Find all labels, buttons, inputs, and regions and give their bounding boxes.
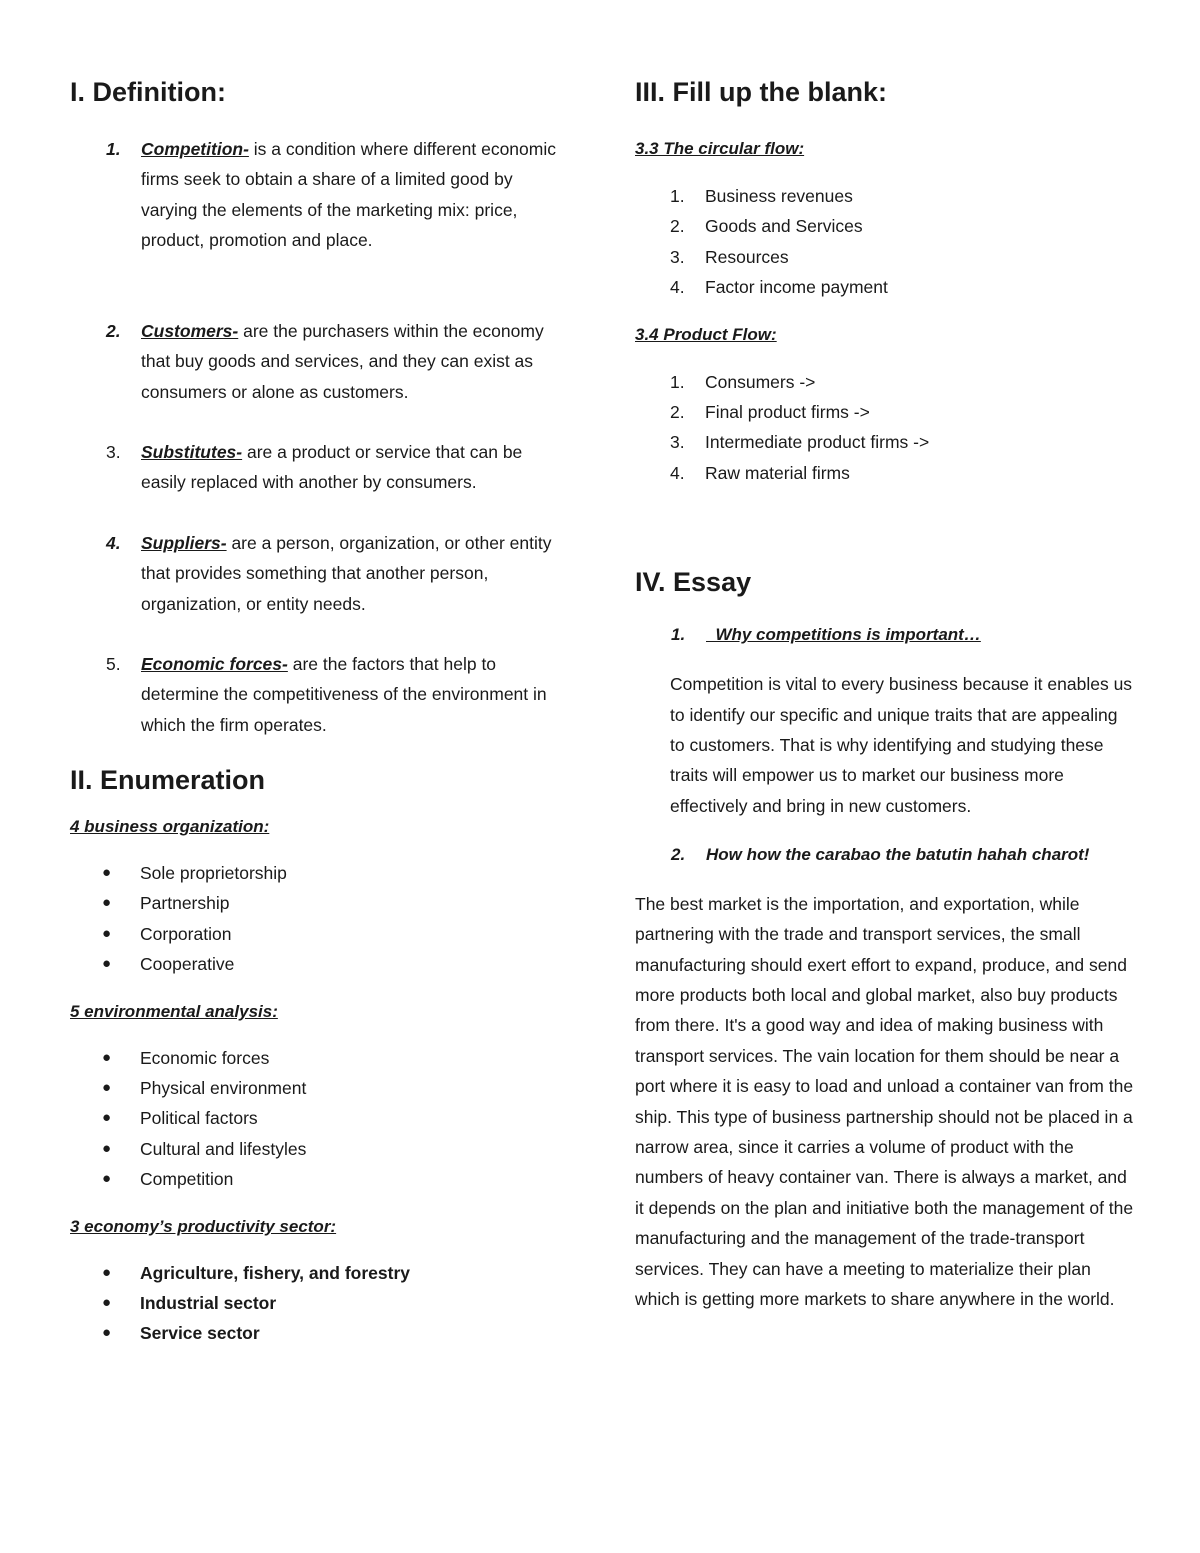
list-item-text: Sole proprietorship — [140, 863, 287, 883]
question-number: 2. — [671, 845, 686, 865]
list-item-text: Agriculture, fishery, and forestry — [140, 1262, 411, 1283]
bullet-icon: ● — [102, 1048, 112, 1066]
bullet-icon: ● — [102, 894, 112, 912]
definition-item — [70, 134, 570, 286]
list-item — [70, 1258, 570, 1288]
item-number: 1. — [106, 139, 121, 159]
group-title: 3 economy’s productivity sector: — [70, 1216, 337, 1236]
item-number: 4. — [106, 533, 121, 553]
list-item — [70, 888, 570, 918]
definition-term: Economic forces- — [141, 654, 288, 674]
list-item: 2. Goods and Services — [670, 216, 863, 237]
definition-heading: I. Definition: — [70, 77, 226, 107]
circular-flow-title: 3.3 The circular flow: — [635, 139, 805, 158]
fill-blank-heading: III. Fill up the blank: — [635, 77, 888, 107]
list-item-text: Factor income payment — [705, 277, 888, 298]
bullet-icon: ● — [102, 955, 112, 973]
list-item — [70, 949, 570, 979]
list-item — [70, 919, 570, 949]
product-flow-title: 3.4 Product Flow: — [635, 324, 777, 344]
definition-item — [70, 649, 570, 740]
left-column — [70, 72, 570, 1349]
list-item-text: Economic forces — [140, 1047, 270, 1068]
bullet-icon: ● — [102, 864, 112, 881]
essay-answer-1: Competition is vital to every business because it enables us to identify our specific and unique traits that are appealing to customers. That is why identifying and studying these traits will empower us to market our business more effectively and bring in new customers. — [670, 674, 1133, 816]
list-item-text: Consumers -> — [705, 371, 816, 392]
bullet-icon: ● — [102, 1263, 112, 1281]
item-number: 2. — [106, 321, 121, 341]
list-item: 1. Consumers -> — [670, 371, 816, 392]
question-title: How how the carabao the batutin hahah charot! — [706, 845, 1090, 865]
item-number: 3. — [106, 442, 121, 462]
definition-list — [70, 134, 570, 740]
right-column — [635, 72, 1135, 1314]
list-item: 3. Resources — [670, 246, 789, 267]
enumeration-heading: II. Enumeration — [70, 765, 266, 795]
list-item — [70, 1073, 570, 1103]
definition-term: Customers- — [141, 321, 239, 341]
question-title: Why competitions is important… — [706, 625, 981, 645]
list-item — [70, 858, 570, 888]
definition-term: Substitutes- — [141, 442, 243, 462]
list-item-text: Cultural and lifestyles — [140, 1138, 307, 1159]
essay-answer-2: The best market is the importation, and exportation, while partnering with the trade and transport services, the small manufacturing should exert effort to expand, produce, and send more products both local and global market, also buy products from there. It's a good way and idea of making business with transport services. The vain location for them should be near a port where it is easy to load and unload a container van from the ship. This type of business partnership should not be placed in a narrow area, since it carries a volume of product with the numbers of heavy container van. There is always a market, and it depends on the plan and initiative both the management of the manufacturing and the management of the trade-transport services. They can have a meeting to materialize their plan which is getting more markets to share anywhere in the world. — [635, 893, 1134, 1309]
list-item-text: Competition — [140, 1169, 234, 1190]
definition-item — [70, 528, 570, 649]
product-flow-list — [635, 367, 1135, 489]
list-item-text: Service sector — [140, 1323, 260, 1344]
list-item-text: Partnership — [140, 893, 230, 914]
list-item-text: Intermediate product firms -> — [705, 432, 930, 453]
list-item-text: Raw material firms — [705, 462, 850, 483]
list-item: 3. Intermediate product firms -> — [670, 432, 930, 453]
list-item-text: Political factors — [140, 1108, 258, 1129]
definition-text: are the purchasers within the economy that buy goods and services, and they can exist as consumers or alone as customers. — [141, 321, 544, 402]
bullet-list — [70, 1258, 570, 1349]
bullet-icon: ● — [102, 1170, 112, 1188]
bullet-icon: ● — [102, 1079, 112, 1097]
definition-text: are a product or service that can be easily replaced with another by consumers. — [141, 442, 523, 493]
definition-text: is a condition where different economic firms seek to obtain a share of a limited good by varying the elements of the marketing mix: price, product, promotion and place. — [141, 139, 556, 251]
list-item — [70, 1318, 570, 1348]
bullet-icon: ● — [102, 1109, 112, 1127]
definition-item — [70, 437, 570, 528]
bullet-icon: ● — [102, 1294, 112, 1312]
list-item-text: Cooperative — [140, 954, 235, 975]
list-item-text: Resources — [705, 246, 789, 267]
essay-heading: IV. Essay — [635, 567, 752, 598]
list-item-text: Industrial sector — [140, 1293, 277, 1314]
definition-item — [70, 316, 570, 437]
list-item — [70, 1288, 570, 1318]
bullet-list — [70, 1043, 570, 1195]
definition-text: are the factors that help to determine the competitiveness of the environment in which the firm operates. — [141, 654, 547, 735]
list-item: 4. Factor income payment — [670, 277, 888, 298]
definition-term: Suppliers- — [141, 533, 227, 553]
bullet-icon: ● — [102, 1324, 112, 1342]
definition-term: Competition- — [141, 139, 249, 159]
list-item — [70, 1134, 570, 1164]
question-number: 1. — [671, 625, 686, 645]
bullet-icon: ● — [102, 924, 112, 942]
group-title: 5 environmental analysis: — [70, 1001, 278, 1021]
list-item-text: Business revenues — [705, 186, 853, 206]
list-item: 4. Raw material firms — [670, 462, 850, 483]
bullet-list — [70, 858, 570, 980]
definition-text: are a person, organization, or other entity that provides something that another person, organization, or entity needs. — [141, 533, 552, 614]
list-item-text: Final product firms -> — [705, 402, 870, 423]
list-item-text: Physical environment — [140, 1078, 307, 1099]
list-item: 2. Final product firms -> — [670, 402, 870, 423]
list-item: 1. Business revenues — [670, 186, 853, 206]
bullet-icon: ● — [102, 1139, 112, 1157]
list-item — [70, 1103, 570, 1133]
essay-question-2 — [635, 840, 1106, 870]
list-item — [70, 1164, 570, 1194]
list-item — [70, 1043, 570, 1073]
circular-flow-list — [635, 181, 1135, 303]
item-number: 5. — [106, 654, 121, 674]
essay-question-1 — [635, 620, 1135, 650]
list-item-text: Goods and Services — [705, 216, 863, 237]
list-item-text: Corporation — [140, 923, 232, 944]
group-title: 4 business organization: — [70, 817, 270, 836]
